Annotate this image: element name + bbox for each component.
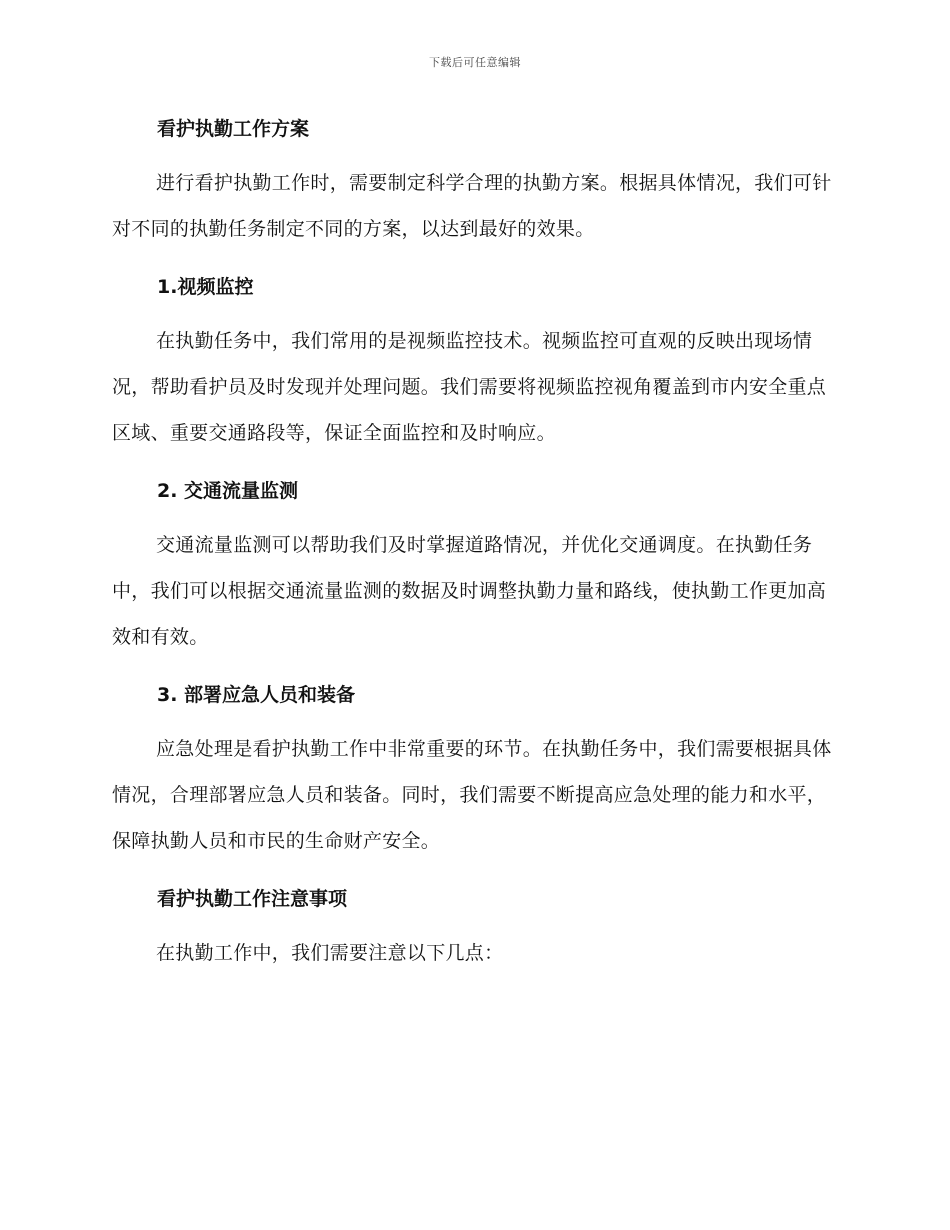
document-title: 看护执勤工作方案 (157, 118, 310, 140)
notes-intro: 在执勤工作中，我们需要注意以下几点： (156, 942, 504, 964)
section-body-traffic-monitoring: 交通流量监测可以帮助我们及时掌握道路情况，并优化交通调度。在执勤任务中，我们可以根据交通流量监测的数据及时调整执勤力量和路线，使执勤工作更加高效和有效。 (112, 534, 827, 648)
notes-heading: 看护执勤工作注意事项 (157, 888, 348, 910)
section-heading-emergency-deployment: 3. 部署应急人员和装备 (157, 684, 356, 706)
section-heading-video-monitoring: 1.视频监控 (157, 276, 254, 298)
page-header-note: 下载后可任意编辑 (429, 56, 521, 69)
intro-paragraph: 进行看护执勤工作时，需要制定科学合理的执勤方案。根据具体情况，我们可针对不同的执勤任务制定不同的方案，以达到最好的效果。 (112, 172, 832, 240)
section-body-emergency-deployment: 应急处理是看护执勤工作中非常重要的环节。在执勤任务中，我们需要根据具体情况，合理部署应急人员和装备。同时，我们需要不断提高应急处理的能力和水平，保障执勤人员和市民的生命财产安全。 (112, 738, 832, 852)
section-body-video-monitoring: 在执勤任务中，我们常用的是视频监控技术。视频监控可直观的反映出现场情况，帮助看护员及时发现并处理问题。我们需要将视频监控视角覆盖到市内安全重点区域、重要交通路段等，保证全面监控和及时响应。 (112, 330, 827, 444)
document-body (112, 112, 832, 976)
section-heading-traffic-monitoring: 2. 交通流量监测 (157, 480, 299, 502)
